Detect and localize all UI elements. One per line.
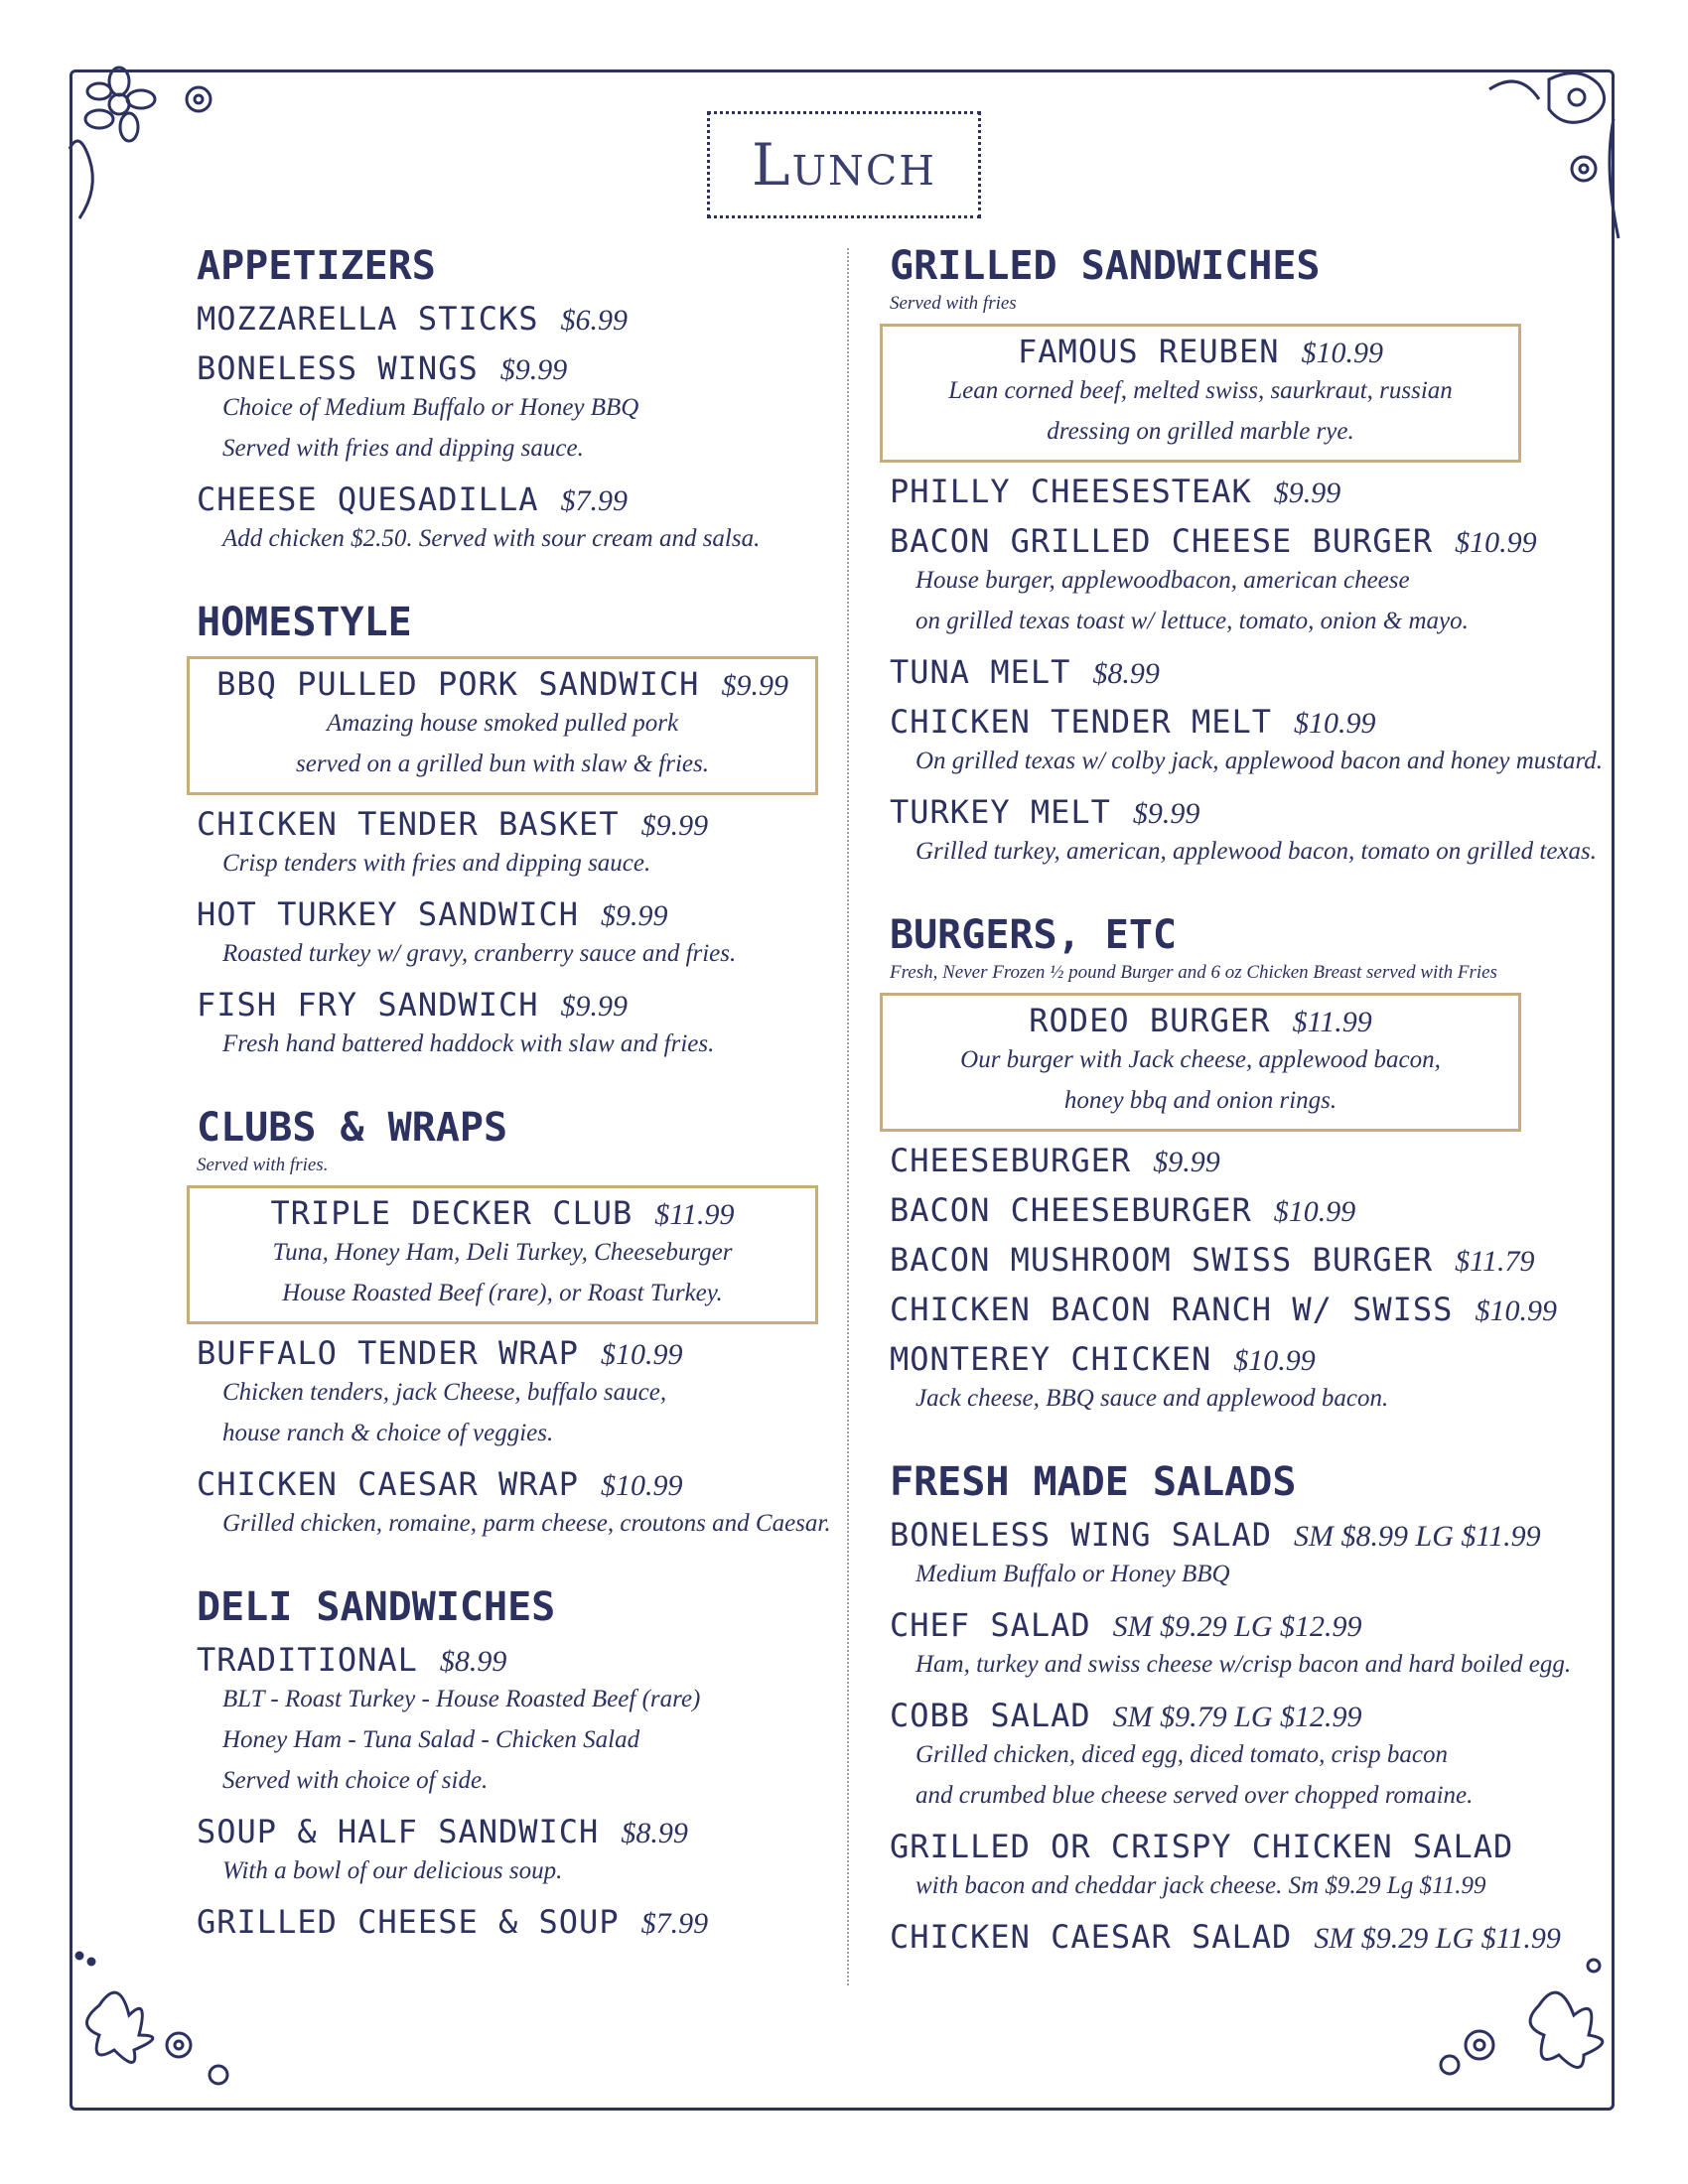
section-title: APPETIZERS [197,243,436,289]
item-line [197,480,832,518]
item-description: Honey Ham - Tuna Salad - Chicken Salad [222,1726,640,1753]
menu-title [707,111,981,218]
section-title: GRILLED SANDWICHES [890,243,1321,289]
item-description: House Roasted Beef (rare), or Roast Turkey. [282,1280,723,1306]
item-line [890,1697,1615,1734]
item-name: BBQ PULLED PORK SANDWICH [216,665,700,703]
section-title: HOMESTYLE [197,600,412,645]
featured-item [880,993,1521,1132]
menu-item [890,1918,1615,1956]
item-price: $10.99 [1273,1195,1356,1228]
item-name: SOUP & HALF SANDWICH [197,1813,600,1850]
item-price: $7.99 [640,1907,709,1940]
menu-section [890,1456,1615,1956]
item-price: $9.99 [1273,477,1341,509]
menu-item [890,1191,1615,1229]
item-price: $6.99 [560,304,629,337]
item-price: $7.99 [560,484,629,517]
item-line [890,1828,1615,1865]
item-line [890,653,1615,691]
item-price: $10.99 [1475,1295,1557,1327]
item-price: $8.99 [439,1645,507,1678]
item-line [890,1291,1615,1328]
item-name: MOZZARELLA STICKS [197,300,539,338]
item-description: Jack cheese, BBQ sauce and applewood bacon. [915,1385,1389,1412]
item-description: served on a grilled bun with slaw & fries. [296,751,709,777]
item-name: BACON MUSHROOM SWISS BURGER [890,1241,1434,1279]
item-line [893,333,1508,370]
featured-item [880,324,1521,463]
item-price: $9.99 [1132,797,1200,830]
item-price: $9.99 [1153,1146,1220,1178]
menu-item [890,703,1615,781]
menu-section [197,1102,832,1544]
item-line [890,703,1615,741]
item-price: $11.99 [1292,1006,1372,1038]
item-description: Tuna, Honey Ham, Deli Turkey, Cheeseburger [272,1239,733,1266]
item-line [197,1465,832,1503]
menu-item [890,793,1615,872]
item-price: $8.99 [621,1817,688,1849]
item-price: $9.99 [560,990,629,1023]
item-line [197,805,832,843]
item-name: COBB SALAD [890,1697,1091,1734]
menu-item [197,480,832,559]
flower-ornament-top-right [1430,60,1628,248]
item-price: SM $9.79 LG $12.99 [1112,1701,1362,1733]
section-title: DELI SANDWICHES [197,1584,556,1630]
item-name: TUNA MELT [890,653,1071,691]
left-column [197,240,832,1979]
menu-item [890,522,1615,641]
section-title: FRESH MADE SALADS [890,1459,1297,1505]
section-note: Fresh, Never Frozen ½ pound Burger and 6 oz Chicken Breast served with Fries [890,962,1497,983]
item-line [200,1194,805,1232]
item-line [197,1903,832,1941]
menu-item [197,1641,832,1801]
menu-item [890,1241,1615,1279]
section-title: CLUBS & WRAPS [197,1105,508,1151]
item-description: House burger, applewoodbacon, american cheese [915,567,1410,594]
item-description: and crumbed blue cheese served over chopped romaine. [915,1782,1474,1809]
menu-item [890,473,1615,510]
item-name: BONELESS WING SALAD [890,1516,1273,1554]
menu-item [197,986,832,1064]
menu-title-text: Lunch [751,131,937,199]
menu-item [890,1828,1615,1906]
item-line [197,300,832,338]
item-description: BLT - Roast Turkey - House Roasted Beef (rare) [222,1686,701,1712]
item-name: CHICKEN CAESAR SALAD [890,1918,1293,1956]
item-line [197,1641,832,1679]
item-line [197,986,832,1024]
item-price: $9.99 [721,669,788,702]
menu-section [890,240,1615,872]
menu-item [197,300,832,338]
item-description: Fresh hand battered haddock with slaw and fries. [222,1030,715,1057]
menu-section [890,909,1615,1419]
menu-item [197,805,832,884]
item-description: Grilled chicken, romaine, parm cheese, croutons and Caesar. [222,1510,831,1537]
item-description: Lean corned beef, melted swiss, saurkraut, russian [948,377,1453,404]
item-description: Ham, turkey and swiss cheese w/crisp bacon and hard boiled egg. [915,1651,1572,1678]
item-price: $10.99 [1301,337,1383,369]
item-name: TRADITIONAL [197,1641,418,1679]
item-price: $9.99 [601,899,668,932]
item-price: $9.99 [640,809,709,842]
menu-item [197,1334,832,1453]
section-note: Served with fries. [197,1155,329,1175]
item-line [890,522,1615,560]
menu-item [890,1606,1615,1685]
item-description: dressing on grilled marble rye. [1047,418,1354,445]
item-description: On grilled texas w/ colby jack, applewood bacon and honey mustard. [915,748,1604,774]
item-line [197,1334,832,1372]
menu-item [890,1340,1615,1419]
item-name: FISH FRY SANDWICH [197,986,539,1024]
item-price: $10.99 [1455,526,1537,559]
featured-item [187,656,818,795]
item-description: honey bbq and onion rings. [1063,1087,1337,1114]
item-price: $11.99 [654,1198,735,1231]
item-line [890,1918,1615,1956]
item-description: Chicken tenders, jack Cheese, buffalo sauce, [222,1379,667,1406]
menu-item [197,1465,832,1544]
item-name: MONTEREY CHICKEN [890,1340,1212,1378]
menu-section [197,1581,832,1941]
item-description: with bacon and cheddar jack cheese. Sm $9.29 Lg $11.99 [915,1872,1486,1899]
item-name: CHICKEN TENDER MELT [890,703,1273,741]
item-description: house ranch & choice of veggies. [222,1420,554,1446]
item-line [890,1142,1615,1179]
item-price: $10.99 [1294,707,1376,740]
item-line [890,1191,1615,1229]
item-price: $8.99 [1092,657,1160,690]
item-name: CHEESEBURGER [890,1142,1132,1179]
item-description: With a bowl of our delicious soup. [222,1857,563,1884]
menu-item [890,1291,1615,1328]
item-line [200,665,805,703]
item-line [890,1340,1615,1378]
item-line [890,793,1615,831]
item-line [890,473,1615,510]
item-name: TRIPLE DECKER CLUB [270,1194,633,1232]
item-description: Amazing house smoked pulled pork [326,710,679,737]
item-description: Served with choice of side. [222,1767,489,1794]
menu-item [197,1903,832,1941]
item-description: Roasted turkey w/ gravy, cranberry sauce and fries. [222,940,737,967]
item-description: Crisp tenders with fries and dipping sauce. [222,850,651,877]
item-line [197,349,832,387]
item-name: PHILLY CHEESESTEAK [890,473,1252,510]
menu-section [197,240,832,559]
right-column [890,240,1615,1993]
section-title: BURGERS, ETC [890,912,1177,958]
item-price: $10.99 [601,1338,683,1371]
featured-item [187,1185,818,1324]
item-name: GRILLED CHEESE & SOUP [197,1903,620,1941]
item-price: $10.99 [1233,1344,1316,1377]
item-name: GRILLED OR CRISPY CHICKEN SALAD [890,1828,1514,1865]
flower-ornament-top-left [60,60,258,228]
item-price: SM $8.99 LG $11.99 [1294,1520,1541,1553]
item-line [197,1813,832,1850]
item-name: CHICKEN TENDER BASKET [197,805,620,843]
menu-item [890,653,1615,691]
item-line [890,1516,1615,1554]
item-price: $11.79 [1455,1245,1535,1278]
item-line [890,1241,1615,1279]
menu-item [890,1516,1615,1594]
item-name: TURKEY MELT [890,793,1111,831]
item-description: Grilled turkey, american, applewood bacon, tomato on grilled texas. [915,838,1598,865]
item-name: BUFFALO TENDER WRAP [197,1334,580,1372]
item-description: Choice of Medium Buffalo or Honey BBQ [222,394,639,421]
item-line [197,895,832,933]
item-price: $9.99 [499,353,568,386]
item-name: BACON GRILLED CHEESE BURGER [890,522,1434,560]
menu-item [890,1142,1615,1179]
menu-item [890,1697,1615,1816]
item-name: FAMOUS REUBEN [1018,333,1280,370]
item-price: $10.99 [601,1469,683,1502]
item-name: HOT TURKEY SANDWICH [197,895,580,933]
menu-item [197,895,832,974]
item-line [890,1606,1615,1644]
menu-item [197,349,832,469]
column-divider [847,248,849,1985]
item-name: CHEF SALAD [890,1606,1091,1644]
item-description: on grilled texas toast w/ lettuce, tomato, onion & mayo. [915,608,1469,634]
section-note: Served with fries [890,293,1017,314]
menu-item [197,1813,832,1891]
item-price: SM $9.29 LG $11.99 [1314,1922,1561,1955]
item-description: Add chicken $2.50. Served with sour cream and salsa. [222,525,761,552]
item-line [893,1002,1508,1039]
item-name: CHICKEN CAESAR WRAP [197,1465,580,1503]
item-name: CHEESE QUESADILLA [197,480,539,518]
item-description: Medium Buffalo or Honey BBQ [915,1561,1230,1587]
item-name: BONELESS WINGS [197,349,479,387]
item-description: Grilled chicken, diced egg, diced tomato, crisp bacon [915,1741,1448,1768]
item-name: BACON CHEESEBURGER [890,1191,1252,1229]
item-price: SM $9.29 LG $12.99 [1112,1610,1362,1643]
item-name: CHICKEN BACON RANCH W/ SWISS [890,1291,1454,1328]
menu-section [197,597,832,1064]
item-description: Our burger with Jack cheese, applewood bacon, [960,1046,1441,1073]
item-name: RODEO BURGER [1029,1002,1271,1039]
item-description: Served with fries and dipping sauce. [222,435,584,462]
